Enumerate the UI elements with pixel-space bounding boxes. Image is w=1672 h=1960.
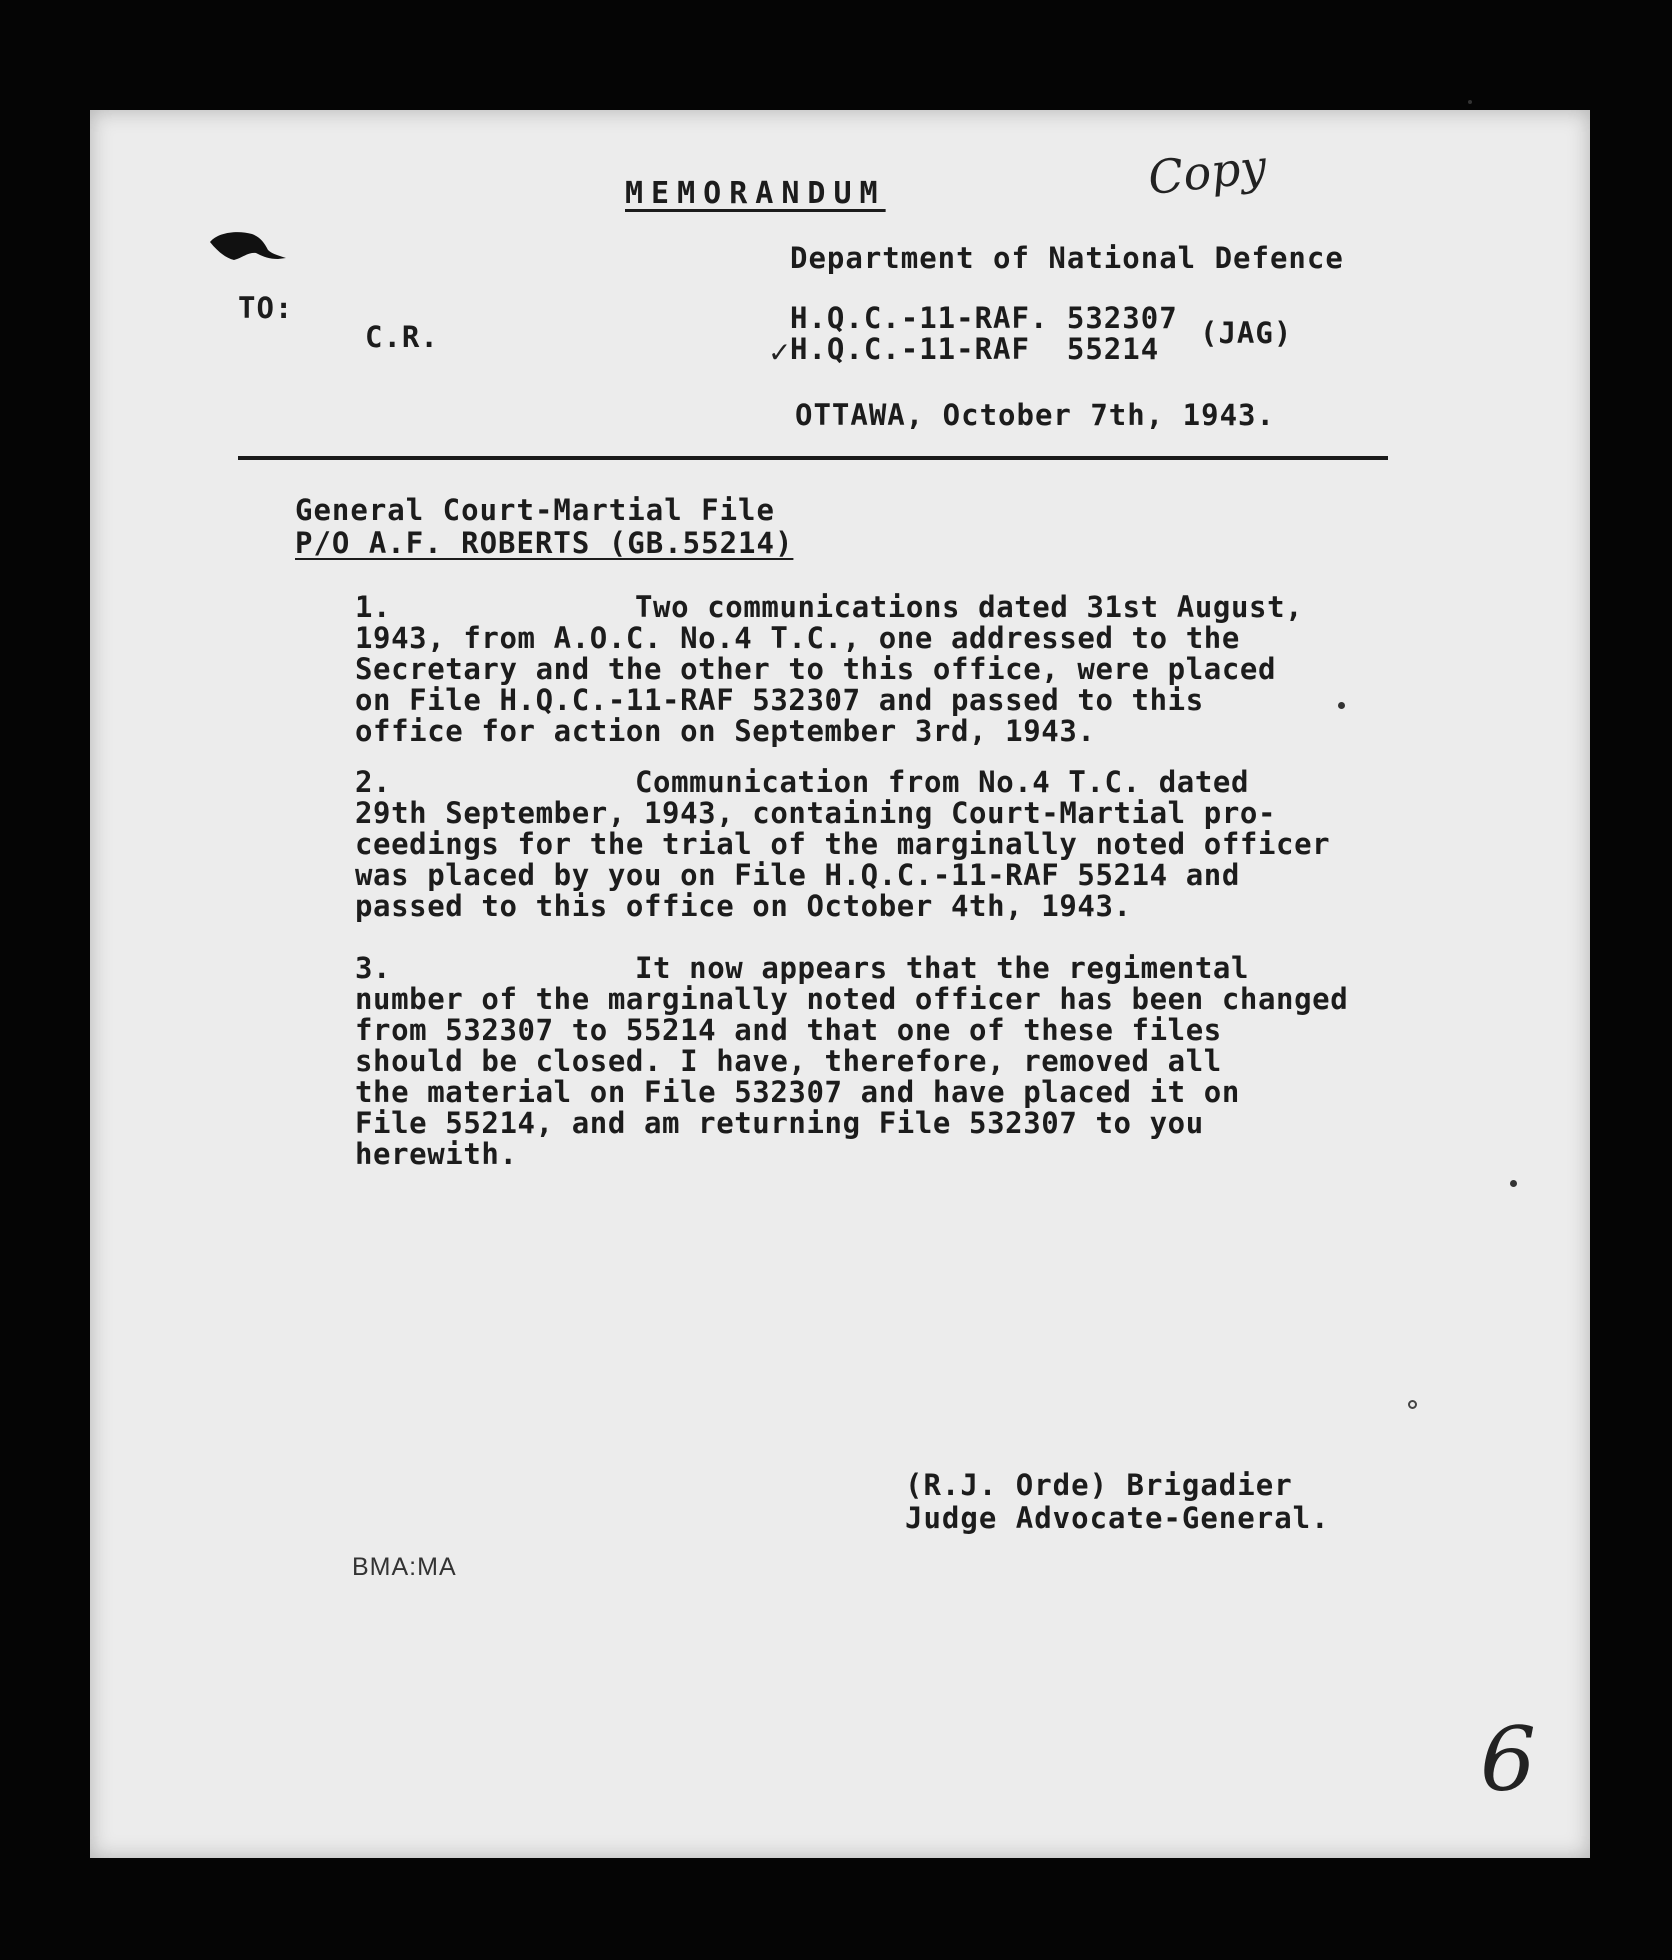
file-reference: H.Q.C.-11-RAF 55214	[790, 332, 1160, 366]
handwritten-copy-note: Copy	[1145, 138, 1269, 206]
paragraph-line: Secretary and the other to this office, were placed	[355, 652, 1277, 686]
subject-line: General Court-Martial File	[295, 493, 775, 527]
department-name: Department of National Defence	[790, 241, 1344, 275]
paragraph-number: 2.	[355, 765, 392, 799]
signature-title: Judge Advocate-General.	[905, 1501, 1330, 1535]
paragraph-line: the material on File 532307 and have placed it on	[355, 1075, 1240, 1109]
dateline: OTTAWA, October 7th, 1943.	[795, 398, 1275, 432]
file-reference-suffix: (JAG)	[1200, 316, 1293, 350]
header-divider	[238, 456, 1388, 460]
paragraph-line: on File H.Q.C.-11-RAF 532307 and passed to this	[355, 683, 1204, 717]
paragraph-line: 1943, from A.O.C. No.4 T.C., one addressed to the	[355, 621, 1240, 655]
paragraph-line: passed to this office on October 4th, 1943.	[355, 889, 1132, 923]
paragraph-line: It now appears that the regimental	[635, 951, 1250, 985]
paper-speck	[1510, 1180, 1517, 1187]
paper-speck	[1408, 1400, 1417, 1409]
paragraph-1	[355, 592, 1303, 747]
paragraph-line: was placed by you on File H.Q.C.-11-RAF 55214 and	[355, 858, 1240, 892]
check-mark-icon: ✓	[768, 336, 792, 369]
paragraph-line: from 532307 to 55214 and that one of these files	[355, 1013, 1222, 1047]
paragraph-line: should be closed. I have, therefore, removed all	[355, 1044, 1222, 1078]
file-reference: H.Q.C.-11-RAF. 532307	[790, 301, 1178, 335]
paragraph-3	[355, 953, 1348, 1170]
paragraph-number: 1.	[355, 590, 392, 624]
typist-initials: BMA:MA	[352, 1553, 457, 1581]
paper-speck	[1468, 100, 1472, 104]
signature-name: (R.J. Orde) Brigadier	[905, 1468, 1293, 1502]
handwritten-page-number: 6	[1480, 1708, 1536, 1811]
ink-blot-mark	[208, 228, 288, 268]
paragraph-line: office for action on September 3rd, 1943.	[355, 714, 1096, 748]
subject-officer: P/O A.F. ROBERTS (GB.55214)	[295, 526, 794, 560]
paragraph-number: 3.	[355, 951, 392, 985]
paragraph-line: herewith.	[355, 1137, 518, 1171]
paragraph-line: Two communications dated 31st August,	[635, 590, 1304, 624]
paper-speck	[1338, 702, 1345, 709]
memo-page	[90, 110, 1590, 1858]
to-label: TO:	[238, 291, 294, 325]
paragraph-line: ceedings for the trial of the marginally noted officer	[355, 827, 1331, 861]
paragraph-line: File 55214, and am returning File 532307 to you	[355, 1106, 1204, 1140]
paragraph-line: Communication from No.4 T.C. dated	[635, 765, 1250, 799]
to-recipient: C.R.	[365, 320, 439, 354]
paragraph-2	[355, 767, 1330, 922]
paragraph-line: 29th September, 1943, containing Court-Martial pro-	[355, 796, 1277, 830]
paragraph-line: number of the marginally noted officer has been changed	[355, 982, 1349, 1016]
memo-title: MEMORANDUM	[625, 176, 886, 211]
